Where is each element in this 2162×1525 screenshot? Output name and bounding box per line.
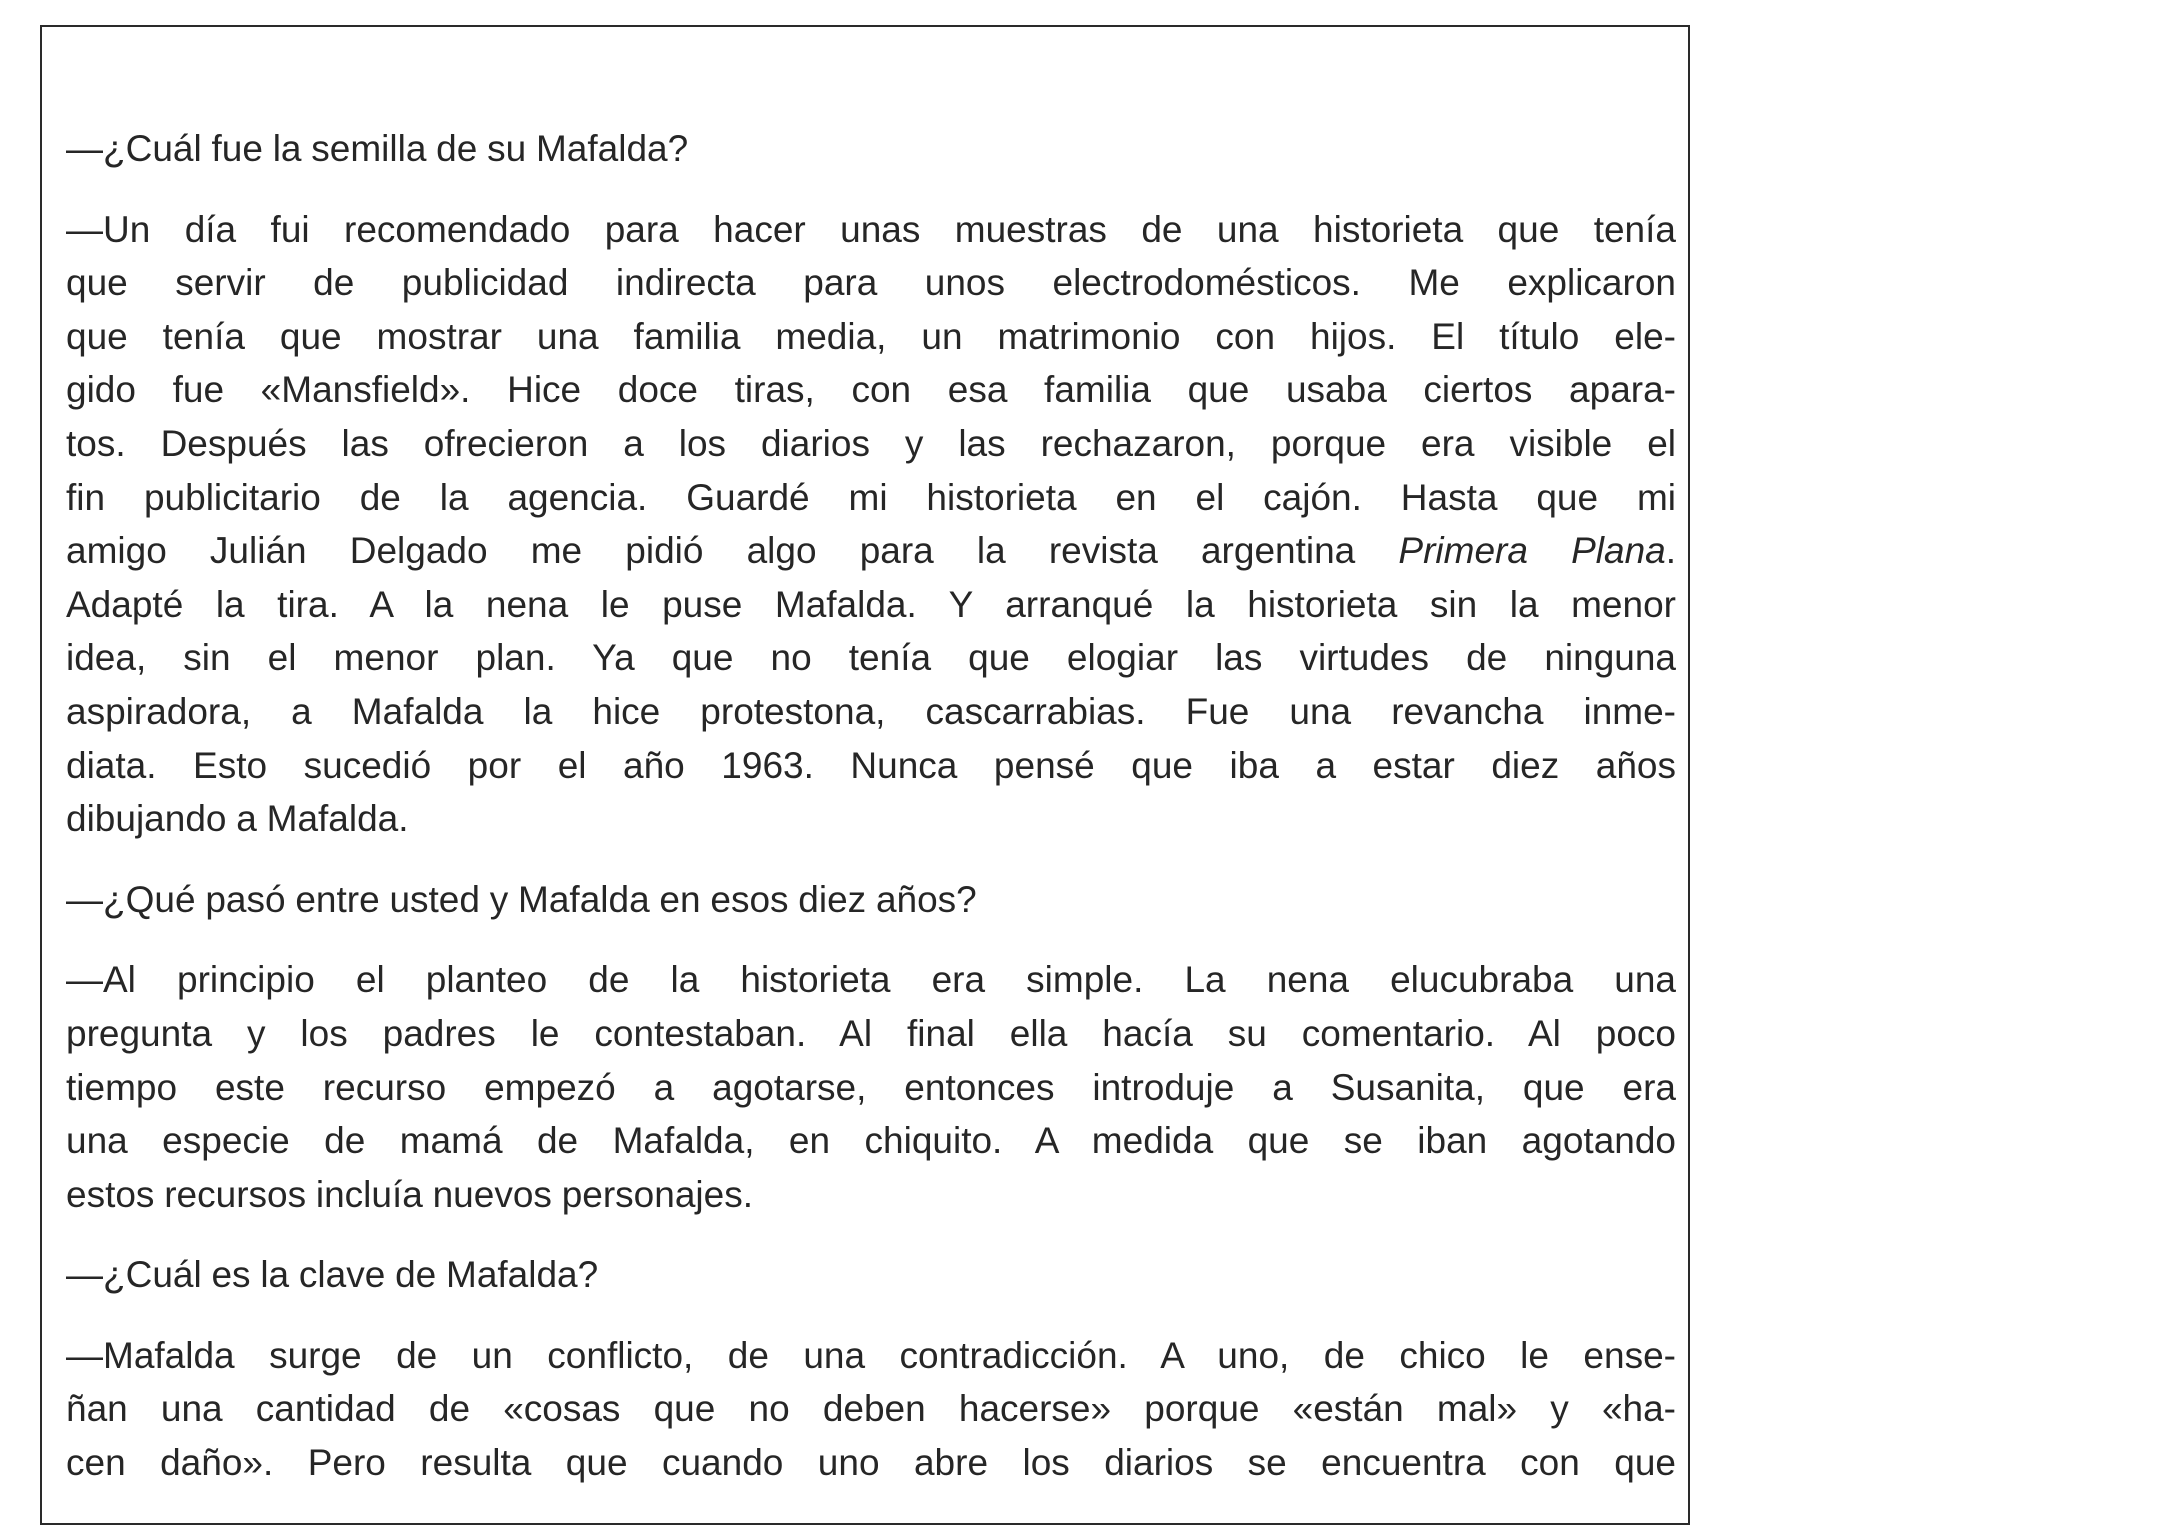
- answer-1-line: tos. Después las ofrecieron a los diarios y las rechazaron, porque era visible el: [66, 422, 1676, 464]
- interview-text: [66, 122, 1676, 1490]
- answer-1-line: idea, sin el menor plan. Ya que no tenía que elogiar las virtudes de ninguna: [66, 637, 1676, 679]
- answer-3-line: ñan una cantidad de «cosas que no deben hacerse» porque «están mal» y «ha-: [66, 1388, 1676, 1430]
- question-1: [66, 122, 1676, 176]
- answer-1: [66, 203, 1676, 846]
- answer-2-line: pregunta y los padres le contestaban. Al final ella hacía su comentario. Al poco: [66, 1012, 1676, 1054]
- answer-3: [66, 1329, 1676, 1490]
- answer-2-line: —Al principio el planteo de la historieta era simple. La nena elucubraba una: [66, 959, 1676, 1001]
- answer-2-line: estos recursos incluía nuevos personajes.: [66, 1173, 753, 1215]
- question-2: [66, 873, 1676, 927]
- answer-1-line-text: amigo Julián Delgado me pidió algo para la revista argentina: [66, 530, 1356, 572]
- answer-1-line: fin publicitario de la agencia. Guardé mi historieta en el cajón. Hasta que mi: [66, 476, 1676, 518]
- answer-1-line: Adapté la tira. A la nena le puse Mafalda. Y arranqué la historieta sin la menor: [66, 583, 1676, 625]
- answer-1-line: gido fue «Mansfield». Hice doce tiras, con esa familia que usaba ciertos apara-: [66, 369, 1676, 411]
- answer-1-line: dibujando a Mafalda.: [66, 798, 409, 840]
- answer-2-line: una especie de mamá de Mafalda, en chiquito. A medida que se iban agotando: [66, 1120, 1676, 1162]
- magazine-title-period: .: [1665, 530, 1677, 572]
- magazine-title: [1398, 530, 1676, 571]
- answer-1-line-with-magazine: [66, 524, 1676, 578]
- answer-1-line: diata. Esto sucedió por el año 1963. Nunca pensé que iba a estar diez años: [66, 744, 1676, 786]
- answer-3-line: cen daño». Pero resulta que cuando uno abre los diarios se encuentra con que: [66, 1442, 1676, 1484]
- answer-1-line: que tenía que mostrar una familia media, un matrimonio con hijos. El título ele-: [66, 315, 1676, 357]
- answer-2: [66, 953, 1676, 1221]
- question-3-text: —¿Cuál es la clave de Mafalda?: [66, 1254, 599, 1296]
- answer-3-line: —Mafalda surge de un conflicto, de una contradicción. A uno, de chico le ense-: [66, 1334, 1676, 1376]
- question-1-text: —¿Cuál fue la semilla de su Mafalda?: [66, 128, 689, 169]
- answer-1-line: que servir de publicidad indirecta para unos electrodomésticos. Me explicaron: [66, 262, 1676, 304]
- question-2-text: —¿Qué pasó entre usted y Mafalda en esos diez años?: [66, 878, 977, 920]
- answer-1-line: —Un día fui recomendado para hacer unas muestras de una historieta que tenía: [66, 208, 1676, 250]
- magazine-title-italic: Primera Plana: [1398, 530, 1666, 572]
- question-3: [66, 1248, 1676, 1302]
- answer-1-line: aspiradora, a Mafalda la hice protestona, cascarrabias. Fue una revancha inme-: [66, 690, 1676, 732]
- answer-2-line: tiempo este recurso empezó a agotarse, entonces introduje a Susanita, que era: [66, 1066, 1676, 1108]
